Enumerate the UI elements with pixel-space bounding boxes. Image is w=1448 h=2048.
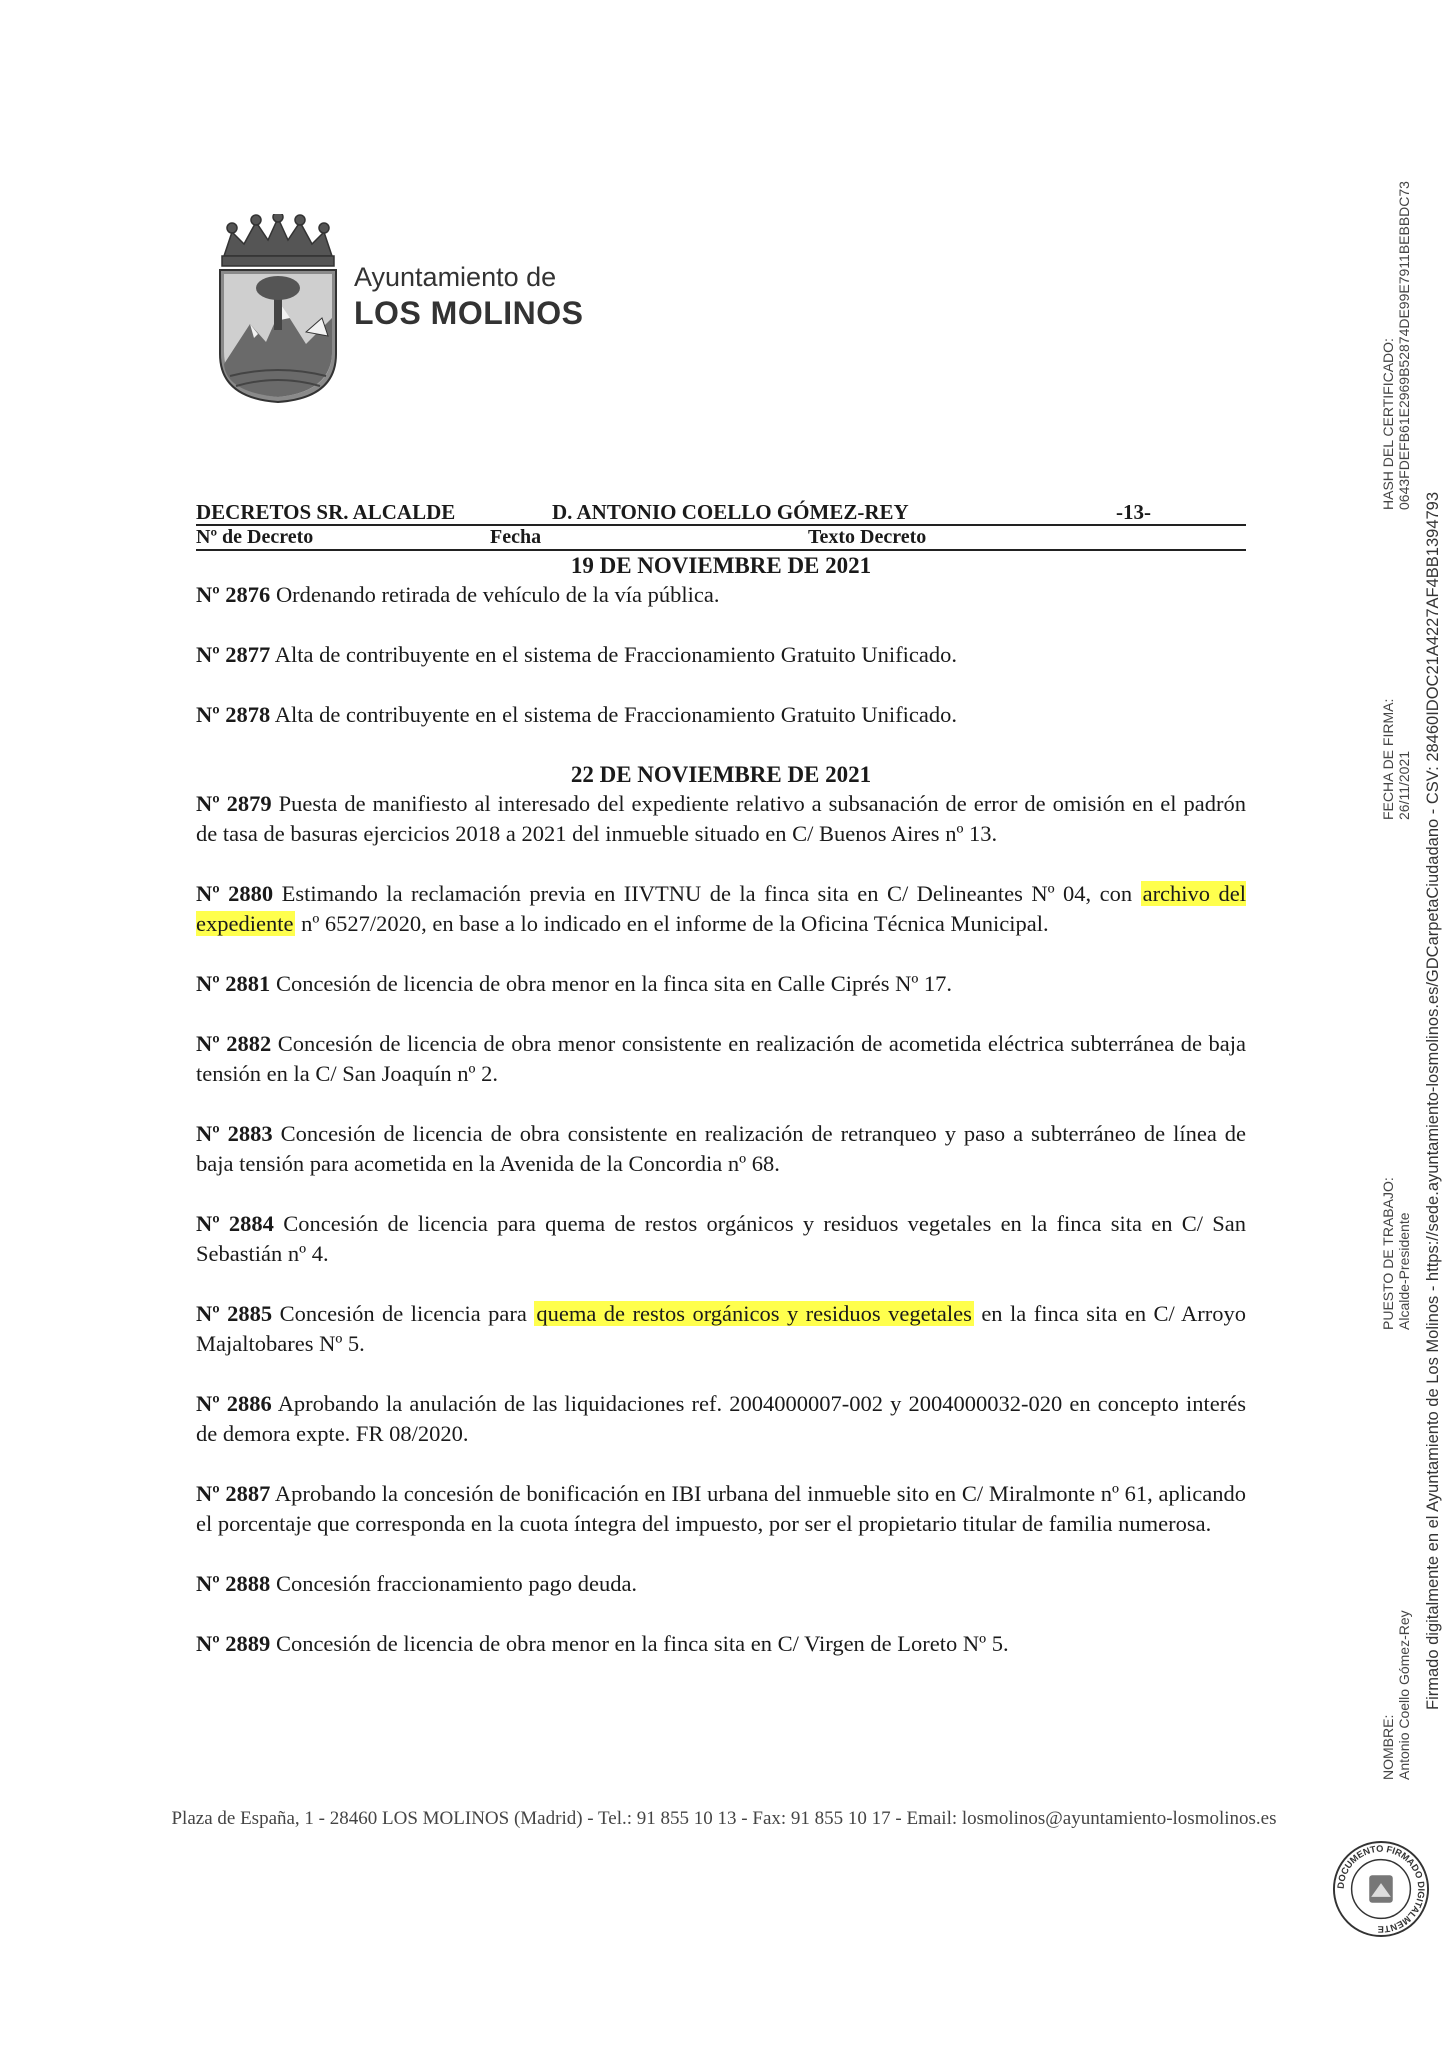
decree-item — [196, 580, 1246, 610]
decree-item — [196, 789, 1246, 849]
header-fecha: Fecha — [490, 526, 542, 548]
decree-number: Nº 2879 — [196, 791, 272, 816]
decree-text: Alta de contribuyente en el sistema de Fraccionamiento Gratuito Unificado. — [274, 642, 957, 667]
decree-item — [196, 700, 1246, 730]
decree-number: Nº 2889 — [196, 1631, 271, 1656]
hash-label: HASH DEL CERTIFICADO: — [1380, 338, 1396, 510]
decree-text: Concesión de licencia para quema de restos orgánicos y residuos vegetales en la finca sita en C/ San Sebastián nº 4. — [196, 1211, 1247, 1266]
puesto-value: Alcalde-Presidente — [1396, 1212, 1412, 1330]
decree-text: Concesión de licencia de obra menor consistente en realización de acometida eléctrica subterránea de baja tensión en la C/ San Joaquín nº 2. — [196, 1031, 1247, 1086]
header-alcalde: D. ANTONIO COELLO GÓMEZ-REY — [552, 500, 909, 524]
decree-number: Nº 2885 — [196, 1301, 273, 1326]
decree-text: Concesión de licencia de obra consistente en realización de retranqueo y paso a subterráneo de línea de baja tensión para acometida en la Avenida de la Concordia nº 68. — [196, 1121, 1246, 1176]
header-texto-decreto: Texto Decreto — [808, 526, 927, 548]
section-date: 22 DE NOVIEMBRE DE 2021 — [570, 762, 872, 787]
decree-item — [196, 1389, 1246, 1449]
decree-item — [196, 1119, 1246, 1179]
signature-fecha — [1380, 699, 1412, 820]
csv-verification-line: Firmado digitalmente en el Ayuntamiento de Los Molinos - https://sede.ayuntamiento-losmolinos.es/GDCarpetaCiudadano - CSV: 28460IDOC21A4227AF4BB1394793 — [1424, 491, 1442, 1710]
decree-item — [196, 640, 1246, 670]
nombre-label: NOMBRE: — [1380, 1714, 1396, 1780]
decree-number: Nº 2886 — [196, 1391, 272, 1416]
decree-text: Alta de contribuyente en el sistema de Fraccionamiento Gratuito Unificado. — [274, 702, 957, 727]
signature-hash — [1380, 181, 1412, 510]
decree-item — [196, 1569, 1246, 1599]
highlighted-text: quema de restos orgánicos y residuos vegetales — [536, 1301, 972, 1326]
digital-signature-seal — [1332, 1840, 1430, 1938]
fecha-value: 26/11/2021 — [1396, 750, 1412, 820]
table-subheader-row — [196, 526, 1246, 551]
fecha-label: FECHA DE FIRMA: — [1380, 698, 1396, 820]
decree-item — [196, 969, 1246, 999]
decree-number: Nº 2881 — [196, 971, 271, 996]
document-body — [196, 500, 1246, 1689]
decree-item — [196, 1479, 1246, 1539]
highlighted-text: archivo del expediente — [196, 881, 1246, 936]
decree-text: Aprobando la concesión de bonificación en IBI urbana del inmueble sito en C/ Miralmonte nº 61, aplicando el porcentaje que corresponda en la cuota íntegra del impuesto, por ser el propietario titular de familia numerosa. — [196, 1481, 1246, 1536]
decree-text: Concesión de licencia de obra menor en la finca sita en Calle Ciprés Nº 17. — [275, 971, 953, 996]
hash-value: 0643FDEFB61E2969B52874DE99E7911BEBBDC73 — [1396, 181, 1412, 510]
decree-text: en la finca sita en C/ Arroyo Majaltobares Nº 5. — [196, 1301, 1247, 1356]
decree-number: Nº 2877 — [196, 642, 271, 667]
decree-number: Nº 2880 — [196, 881, 274, 906]
decree-number: Nº 2884 — [196, 1211, 274, 1236]
decree-number: Nº 2876 — [196, 582, 271, 607]
section-date: 19 DE NOVIEMBRE DE 2021 — [570, 553, 872, 578]
organization-name — [354, 260, 584, 332]
page-number: -13- — [1116, 500, 1151, 524]
signature-nombre — [1380, 1610, 1412, 1780]
table-header-row — [196, 500, 1246, 526]
decree-number: Nº 2888 — [196, 1571, 271, 1596]
decree-text: Concesión fraccionamiento pago deuda. — [275, 1571, 638, 1596]
decree-text: Ordenando retirada de vehículo de la vía pública. — [275, 582, 720, 607]
decree-item — [196, 1029, 1246, 1089]
org-line-1: Ayuntamiento de — [354, 262, 557, 292]
decree-item — [196, 879, 1246, 939]
header-decretos: DECRETOS SR. ALCALDE — [196, 500, 456, 524]
decree-text: Concesión de licencia de obra menor en la finca sita en C/ Virgen de Loreto Nº 5. — [275, 1631, 1009, 1656]
decree-text: Estimando la reclamación previa en IIVTNU de la finca sita en C/ Delineantes Nº 04, con — [281, 881, 1141, 906]
decree-number: Nº 2878 — [196, 702, 271, 727]
decree-text: Aprobando la anulación de las liquidaciones ref. 2004000007-002 y 2004000032-020 en concepto interés de demora expte. FR 08/2020. — [196, 1391, 1246, 1446]
decree-text: nº 6527/2020, en base a lo indicado en el informe de la Oficina Técnica Municipal. — [295, 911, 1049, 936]
decree-item — [196, 1629, 1246, 1659]
org-line-2: LOS MOLINOS — [354, 295, 584, 331]
seal-text: DOCUMENTO FIRMADO DIGITALMENTE — [1335, 1843, 1427, 1935]
puesto-label: PUESTO DE TRABAJO: — [1380, 1177, 1396, 1330]
decree-text: Concesión de licencia para — [279, 1301, 535, 1326]
decree-number: Nº 2883 — [196, 1121, 273, 1146]
decree-item — [196, 1209, 1246, 1269]
decree-number: Nº 2887 — [196, 1481, 271, 1506]
decree-text: Puesta de manifiesto al interesado del expediente relativo a subsanación de error de omisión en el padrón de tasa de basuras ejercicios 2018 a 2021 del inmueble situado en C/ Buenos Aires nº 13. — [196, 791, 1246, 846]
decree-item — [196, 1299, 1246, 1359]
coat-of-arms-logo — [210, 214, 346, 404]
decree-number: Nº 2882 — [196, 1031, 272, 1056]
header-num-decreto: Nº de Decreto — [196, 526, 314, 548]
nombre-value: Antonio Coello Gómez-Rey — [1396, 1610, 1412, 1780]
footer-address: Plaza de España, 1 - 28460 LOS MOLINOS (Madrid) - Tel.: 91 855 10 13 - Fax: 91 855 10 17 - Email: losmolinos@ayuntamiento-losmolinos.es — [171, 1808, 1277, 1829]
signature-puesto — [1380, 1177, 1412, 1330]
